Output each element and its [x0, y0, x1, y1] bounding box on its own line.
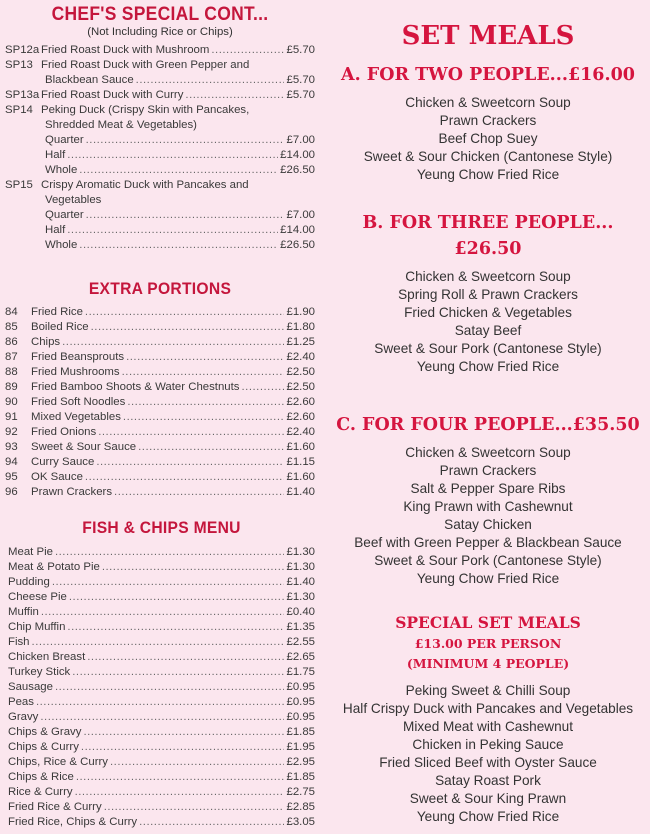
menu-item-row — [5, 238, 315, 253]
dot-leader — [185, 88, 284, 103]
set-meal-item: Sweet & Sour King Prawn — [409, 791, 567, 806]
item-price: £1.60 — [286, 441, 315, 453]
item-price: £2.85 — [286, 801, 315, 813]
dot-leader — [98, 425, 284, 440]
item-price: £5.70 — [286, 74, 315, 86]
item-code: 87 — [5, 351, 18, 363]
item-code — [5, 163, 45, 178]
item-price: £14.00 — [280, 224, 315, 236]
item-name: Sausage — [8, 681, 53, 693]
item-code: SP12a — [5, 44, 40, 56]
menu-item-row — [8, 695, 315, 710]
set-meal-item: Chicken & Sweetcorn Soup — [405, 269, 571, 284]
item-code: SP15 — [5, 179, 33, 191]
menu-item-row — [5, 395, 315, 410]
set-meal-item: Beef with Green Pepper & Blackbean Sauce — [354, 535, 622, 550]
set-meal-item: Chicken & Sweetcorn Soup — [405, 95, 571, 110]
item-price: £2.50 — [286, 381, 315, 393]
dot-leader — [76, 770, 285, 785]
item-price: £1.95 — [286, 741, 315, 753]
item-code — [5, 193, 45, 208]
item-price: £1.30 — [286, 591, 315, 603]
menu-item-row — [5, 455, 315, 470]
menu-item-row — [5, 148, 315, 163]
dot-leader — [126, 350, 284, 365]
dot-leader — [85, 470, 285, 485]
set-meal-group — [330, 210, 646, 376]
item-price: £2.60 — [286, 396, 315, 408]
item-price: £26.50 — [280, 239, 315, 251]
dot-leader — [122, 365, 285, 380]
item-name: Meat & Potato Pie — [8, 561, 100, 573]
section-title: CHEF'S SPECIAL CONT... — [51, 4, 269, 25]
menu-item-row — [8, 650, 315, 665]
section-title: FISH & CHIPS MENU — [82, 518, 241, 537]
dot-leader — [32, 635, 285, 650]
item-code — [5, 73, 45, 88]
item-code: 92 — [5, 426, 18, 438]
menu-item-row — [8, 755, 315, 770]
menu-item-row — [5, 208, 315, 223]
menu-item-row — [8, 620, 315, 635]
item-price: £2.40 — [286, 426, 315, 438]
item-code: SP13a — [5, 89, 40, 101]
item-name: Fried Beansprouts — [31, 351, 125, 363]
item-code: 85 — [5, 321, 18, 333]
item-code: 84 — [5, 306, 18, 318]
item-price: £1.25 — [286, 336, 315, 348]
item-price: £7.00 — [286, 209, 315, 221]
set-meal-item: Prawn Crackers — [439, 113, 537, 128]
item-name: Vegetables — [45, 194, 102, 206]
menu-item-row — [5, 305, 315, 320]
dot-leader — [86, 133, 285, 148]
item-price: £5.70 — [286, 89, 315, 101]
item-price: £2.75 — [286, 786, 315, 798]
dot-leader — [139, 815, 284, 830]
dot-leader — [55, 545, 285, 560]
item-name: Quarter — [45, 209, 84, 221]
set-meal-item: Beef Chop Suey — [438, 131, 538, 146]
menu-item-row — [8, 710, 315, 725]
item-name: Curry Sauce — [31, 456, 95, 468]
item-price: £1.40 — [286, 486, 315, 498]
section-note: (Not Including Rice or Chips) — [87, 26, 233, 38]
item-price: £2.40 — [286, 351, 315, 363]
item-name: Pudding — [8, 576, 50, 588]
dot-leader — [79, 163, 278, 178]
menu-item-row — [5, 88, 315, 103]
item-name: Fried Bamboo Shoots & Water Chestnuts — [31, 381, 240, 393]
item-price: £3.05 — [286, 816, 315, 828]
item-code: 95 — [5, 471, 18, 483]
item-name: Mixed Vegetables — [31, 411, 121, 423]
special-price: £13.00 PER PERSON — [414, 636, 562, 651]
menu-item-row — [5, 58, 315, 73]
menu-item-row — [5, 103, 315, 118]
item-name: Fried Soft Noodles — [31, 396, 126, 408]
menu-item-row — [5, 73, 315, 88]
set-meal-item: Yeung Chow Fried Rice — [416, 571, 560, 586]
item-name: Peking Duck (Crispy Skin with Pancakes, — [41, 104, 250, 116]
set-meal-item: Prawn Crackers — [439, 463, 537, 478]
set-meal-item: Satay Chicken — [444, 517, 532, 532]
item-name: Chips & Gravy — [8, 726, 82, 738]
item-price: £2.60 — [286, 411, 315, 423]
item-name: Quarter — [45, 134, 84, 146]
item-name: Chip Muffin — [8, 621, 66, 633]
menu-item-row — [5, 320, 315, 335]
special-title: SPECIAL SET MEALS — [395, 613, 581, 632]
item-name: Sweet & Sour Sauce — [31, 441, 137, 453]
dot-leader — [55, 680, 285, 695]
item-name: Half — [45, 149, 66, 161]
item-code: 94 — [5, 456, 18, 468]
extra-portions-section — [5, 278, 315, 500]
dot-leader — [138, 440, 284, 455]
menu-item-row — [5, 43, 315, 58]
set-meal-item: Chicken in Peking Sauce — [412, 737, 564, 752]
item-code: 86 — [5, 336, 18, 348]
dot-leader — [67, 148, 278, 163]
item-code — [5, 238, 45, 253]
menu-item-row — [8, 575, 315, 590]
menu-item-row — [5, 178, 315, 193]
dot-leader — [136, 73, 285, 88]
menu-item-row — [8, 740, 315, 755]
set-meal-item: Sweet & Sour Pork (Cantonese Style) — [374, 341, 602, 356]
item-code: 91 — [5, 411, 18, 423]
menu-item-row — [5, 193, 315, 208]
dot-leader — [79, 238, 278, 253]
item-name: Gravy — [8, 711, 39, 723]
item-price: £26.50 — [280, 164, 315, 176]
special-set-meals — [330, 612, 646, 826]
special-minimum: (MINIMUM 4 PEOPLE) — [406, 656, 570, 671]
item-price: £1.30 — [286, 546, 315, 558]
dot-leader — [81, 740, 285, 755]
item-name: Prawn Crackers — [31, 486, 113, 498]
dot-leader — [91, 320, 285, 335]
item-name: Shredded Meat & Vegetables) — [45, 119, 197, 131]
item-code: 89 — [5, 381, 18, 393]
set-meal-item: Yeung Chow Fried Rice — [416, 167, 560, 182]
item-name: Blackbean Sauce — [45, 74, 134, 86]
item-name: Boiled Rice — [31, 321, 89, 333]
item-price: £1.85 — [286, 726, 315, 738]
item-price: £0.40 — [286, 606, 315, 618]
menu-item-row — [5, 350, 315, 365]
menu-item-row — [5, 365, 315, 380]
item-code: SP13 — [5, 59, 33, 71]
dot-leader — [123, 410, 285, 425]
set-meal-item: Salt & Pepper Spare Ribs — [410, 481, 566, 496]
set-meal-item: Satay Roast Pork — [435, 773, 541, 788]
set-meal-item: Fried Chicken & Vegetables — [404, 305, 572, 320]
menu-item-row — [8, 785, 315, 800]
item-code: 88 — [5, 366, 18, 378]
dot-leader — [69, 590, 285, 605]
menu-item-row — [5, 470, 315, 485]
set-meal-item: Peking Sweet & Chilli Soup — [405, 683, 571, 698]
item-name: Chips & Rice — [8, 771, 74, 783]
item-price: £2.95 — [286, 756, 315, 768]
item-name: Fried Roast Duck with Mushroom — [41, 44, 210, 56]
item-name: Turkey Stick — [8, 666, 71, 678]
menu-item-row — [5, 440, 315, 455]
item-price: £5.70 — [286, 44, 315, 56]
item-name: Half — [45, 224, 66, 236]
item-name: Whole — [45, 164, 78, 176]
item-name: Crispy Aromatic Duck with Pancakes and — [41, 179, 249, 191]
group-title: C. FOR FOUR PEOPLE...£35.50 — [336, 415, 640, 435]
menu-item-row — [8, 545, 315, 560]
set-meal-item: Mixed Meat with Cashewnut — [403, 719, 573, 734]
set-meal-item: Satay Beef — [454, 323, 522, 338]
item-name: Fish — [8, 636, 30, 648]
dot-leader — [102, 560, 285, 575]
menu-item-row — [8, 770, 315, 785]
group-title: A. FOR TWO PEOPLE...£16.00 — [341, 65, 635, 85]
dot-leader — [67, 223, 278, 238]
set-meal-item: Sweet & Sour Pork (Cantonese Style) — [374, 553, 602, 568]
set-meal-group — [330, 62, 646, 184]
dot-leader — [62, 335, 284, 350]
item-price: £1.85 — [286, 771, 315, 783]
item-price: £1.75 — [286, 666, 315, 678]
item-name: Rice & Curry — [8, 786, 73, 798]
dot-leader — [87, 650, 284, 665]
item-name: OK Sauce — [31, 471, 83, 483]
dot-leader — [83, 725, 284, 740]
item-code: 96 — [5, 486, 18, 498]
item-price: £2.50 — [286, 366, 315, 378]
set-meal-item: Yeung Chow Fried Rice — [416, 359, 560, 374]
menu-item-row — [8, 560, 315, 575]
item-price: £1.35 — [286, 621, 315, 633]
item-price: £1.15 — [286, 456, 315, 468]
dot-leader — [41, 605, 285, 620]
item-code: SP14 — [5, 104, 33, 116]
menu-item-row — [5, 335, 315, 350]
dot-leader — [40, 710, 284, 725]
menu-item-row — [8, 680, 315, 695]
item-code — [5, 223, 45, 238]
fish-chips-section — [8, 517, 315, 830]
item-name: Fried Rice & Curry — [8, 801, 102, 813]
menu-item-row — [8, 635, 315, 650]
menu-item-row — [8, 590, 315, 605]
item-price: £1.30 — [286, 561, 315, 573]
item-name: Fried Onions — [31, 426, 97, 438]
dot-leader — [114, 485, 284, 500]
item-code — [5, 208, 45, 223]
item-name: Whole — [45, 239, 78, 251]
item-code — [5, 148, 45, 163]
item-price: £0.95 — [286, 696, 315, 708]
dot-leader — [110, 755, 284, 770]
group-title: B. FOR THREE PEOPLE...£26.50 — [362, 213, 614, 259]
menu-item-row — [8, 665, 315, 680]
item-price: £1.40 — [286, 576, 315, 588]
item-name: Fried Roast Duck with Curry — [41, 89, 184, 101]
dot-leader — [242, 380, 285, 395]
item-name: Fried Rice, Chips & Curry — [8, 816, 138, 828]
set-meal-item: Spring Roll & Prawn Crackers — [398, 287, 578, 302]
menu-item-row — [5, 163, 315, 178]
menu-item-row — [5, 425, 315, 440]
item-name: Chips, Rice & Curry — [8, 756, 109, 768]
dot-leader — [127, 395, 284, 410]
set-meal-item: Sweet & Sour Chicken (Cantonese Style) — [363, 149, 613, 164]
item-code — [5, 118, 45, 133]
dot-leader — [75, 785, 285, 800]
item-name: Fried Roast Duck with Green Pepper and — [41, 59, 250, 71]
set-meal-item: Yeung Chow Fried Rice — [416, 809, 560, 824]
menu-item-row — [5, 223, 315, 238]
item-price: £2.65 — [286, 651, 315, 663]
item-name: Chips & Curry — [8, 741, 79, 753]
item-code: 93 — [5, 441, 18, 453]
chefs-special-section — [5, 4, 315, 253]
item-name: Fried Mushrooms — [31, 366, 120, 378]
item-price: £0.95 — [286, 681, 315, 693]
dot-leader — [96, 455, 284, 470]
dot-leader — [67, 620, 284, 635]
set-meal-item: Chicken & Sweetcorn Soup — [405, 445, 571, 460]
dot-leader — [36, 695, 285, 710]
menu-item-row — [8, 800, 315, 815]
dot-leader — [211, 43, 284, 58]
item-name: Peas — [8, 696, 34, 708]
item-price: £14.00 — [280, 149, 315, 161]
menu-item-row — [5, 485, 315, 500]
item-price: £2.55 — [286, 636, 315, 648]
dot-leader — [104, 800, 285, 815]
item-name: Fried Rice — [31, 306, 83, 318]
item-name: Cheese Pie — [8, 591, 67, 603]
dot-leader — [85, 305, 285, 320]
section-title: EXTRA PORTIONS — [88, 279, 232, 298]
item-name: Muffin — [8, 606, 39, 618]
menu-item-row — [8, 725, 315, 740]
item-price: £1.90 — [286, 306, 315, 318]
item-price: £1.60 — [286, 471, 315, 483]
item-price: £7.00 — [286, 134, 315, 146]
item-code — [5, 133, 45, 148]
dot-leader — [72, 665, 284, 680]
set-meal-group — [330, 412, 646, 588]
set-meal-item: King Prawn with Cashewnut — [403, 499, 573, 514]
dot-leader — [52, 575, 285, 590]
item-code: 90 — [5, 396, 18, 408]
menu-item-row — [5, 410, 315, 425]
menu-item-row — [5, 133, 315, 148]
set-meal-item: Fried Sliced Beef with Oyster Sauce — [379, 755, 597, 770]
item-name: Chicken Breast — [8, 651, 86, 663]
menu-item-row — [5, 118, 315, 133]
item-name: Meat Pie — [8, 546, 53, 558]
set-meals-section — [330, 18, 646, 826]
item-price: £1.80 — [286, 321, 315, 333]
item-name: Chips — [31, 336, 61, 348]
menu-item-row — [8, 815, 315, 830]
menu-item-row — [8, 605, 315, 620]
menu-item-row — [5, 380, 315, 395]
dot-leader — [86, 208, 285, 223]
set-meals-title: SET MEALS — [401, 21, 575, 51]
item-price: £0.95 — [286, 711, 315, 723]
set-meal-item: Half Crispy Duck with Pancakes and Vegetables — [342, 701, 634, 716]
